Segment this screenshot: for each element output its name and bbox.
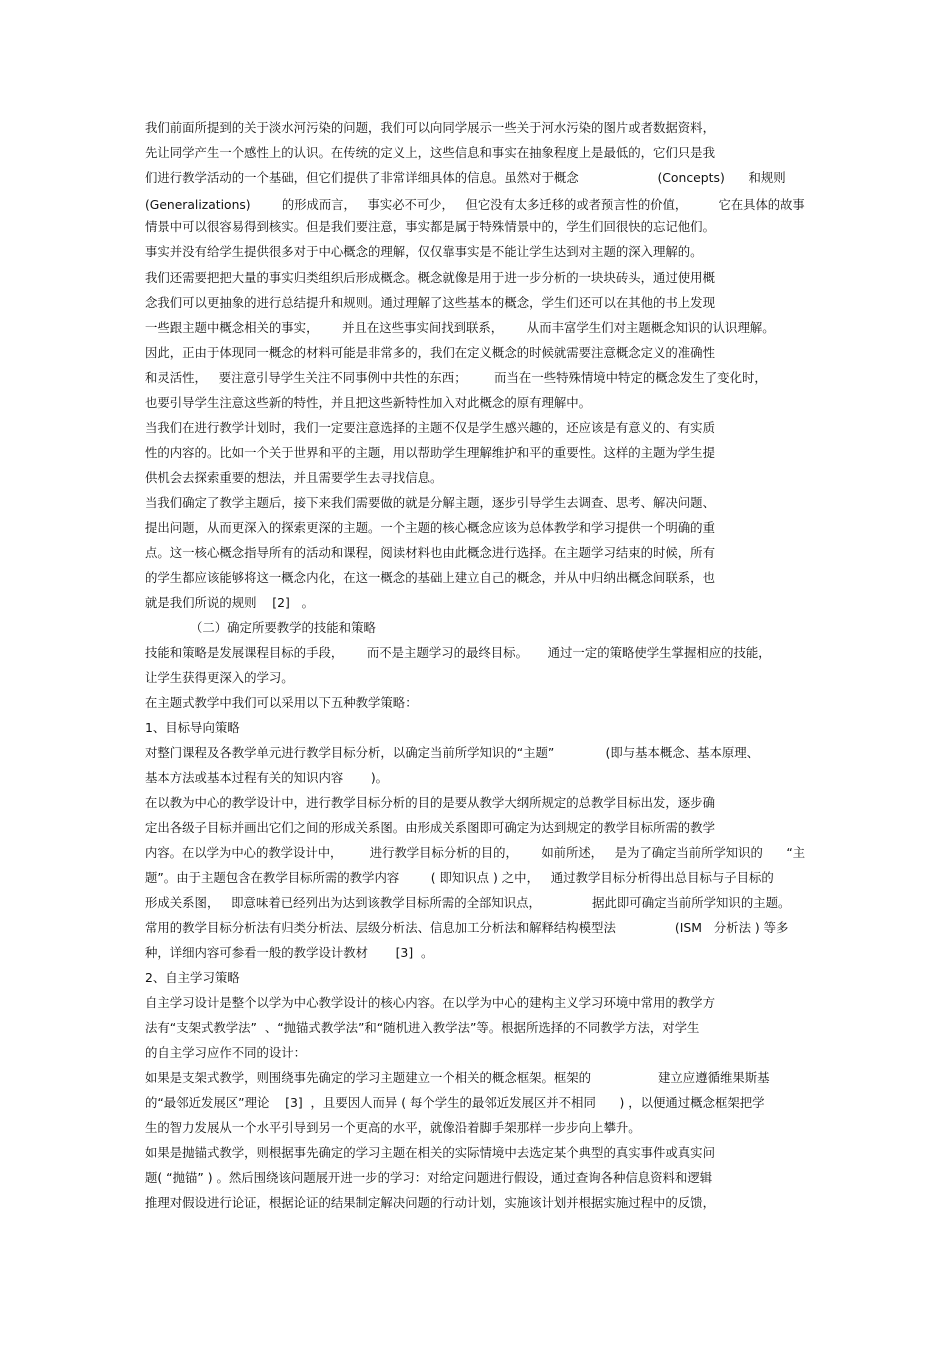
text-line: 当我们在进行教学计划时，我们一定要注意选择的主题不仅是学生感兴趣的，还应该是有意义的、有实质 xyxy=(145,420,715,435)
text-line: 就是我们所说的规则 [2] 。 xyxy=(145,595,315,610)
text-line: 的自主学习应作不同的设计： xyxy=(145,1045,307,1060)
text-line: 念我们可以更抽象的进行总结提升和规则。通过理解了这些基本的概念，学生们还可以在其他的书上发现 xyxy=(145,295,715,310)
subsection-heading: 2、自主学习策略 xyxy=(145,970,240,985)
text-line: (Generalizations) 的形成而言， 事实必不可少， 但它没有太多迁移的或者预言性的价值， 它在具体的故事 xyxy=(145,197,805,212)
text-line: 在主题式教学中我们可以采用以下五种教学策略： xyxy=(145,695,418,710)
text-line: 基本方法或基本过程有关的知识内容 )。 xyxy=(145,770,389,785)
text-line: 先让同学产生一个感性上的认识。在传统的定义上，这些信息和事实在抽象程度上是最低的，它们只是我 xyxy=(145,145,715,160)
text-line: 和灵活性， 要注意引导学生关注不同事例中共性的东西； 而当在一些特殊情境中特定的概念发生了变化时， xyxy=(145,370,767,385)
text-line: 在以教为中心的教学设计中，进行教学目标分析的目的是要从教学大纲所规定的总教学目标出发，逐步确 xyxy=(145,795,715,810)
text-line: 也要引导学生注意这些新的特性，并且把这些新特性加入对此概念的原有理解中。 xyxy=(145,395,592,410)
text-line: 供机会去探索重要的想法，并且需要学生去寻找信息。 xyxy=(145,470,443,485)
text-line: 内容。在以学为中心的教学设计中， 进行教学目标分析的目的， 如前所述， 是为了确定当前所学知识的 “主 xyxy=(145,845,806,860)
text-line: 技能和策略是发展课程目标的手段， 而不是主题学习的最终目标。 通过一定的策略使学生掌握相应的技能， xyxy=(145,645,771,660)
text-line: 让学生获得更深入的学习。 xyxy=(145,670,294,685)
text-line: 我们还需要把把大量的事实归类组织后形成概念。概念就像是用于进一步分析的一块块砖头，通过使用概 xyxy=(145,270,715,285)
text-line: 们进行教学活动的一个基础，但它们提供了非常详细具体的信息。虽然对于概念 (Concepts) 和规则 xyxy=(145,170,786,185)
text-line: 种，详细内容可参看一般的教学设计教材 [3] 。 xyxy=(145,945,434,960)
text-line: 的学生都应该能够将这一概念内化，在这一概念的基础上建立自己的概念，并从中归纳出概念间联系，也 xyxy=(145,570,715,585)
text-line: 对整门课程及各教学单元进行教学目标分析，以确定当前所学知识的“主题” (即与基本概念、基本原理、 xyxy=(145,745,760,760)
text-line: 事实并没有给学生提供很多对于中心概念的理解，仅仅靠事实是不能让学生达到对主题的深入理解的。 xyxy=(145,244,703,259)
text-line: 常用的教学目标分析法有归类分析法、层级分析法、信息加工分析法和解释结构模型法 (ISM 分析法 ) 等多 xyxy=(145,920,789,935)
text-line: 当我们确定了教学主题后，接下来我们需要做的就是分解主题，逐步引导学生去调查、思考、解决问题、 xyxy=(145,495,715,510)
text-line: 点。这一核心概念指导所有的活动和课程，阅读材料也由此概念进行选择。在主题学习结束的时候，所有 xyxy=(145,545,715,560)
text-line: 提出问题，从而更深入的探索更深的主题。一个主题的核心概念应该为总体教学和学习提供一个明确的重 xyxy=(145,520,715,535)
text-line: 形成关系图， 即意味着已经列出为达到该教学目标所需的全部知识点， 据此即可确定当前所学知识的主题。 xyxy=(145,895,791,910)
text-line: 如果是支架式教学，则围绕事先确定的学习主题建立一个相关的概念框架。框架的 建立应遵循维果斯基 xyxy=(145,1070,770,1085)
subsection-heading: 1、目标导向策略 xyxy=(145,720,240,735)
text-line: 因此，正由于体现同一概念的材料可能是非常多的，我们在定义概念的时候就需要注意概念定义的准确性 xyxy=(145,345,715,360)
text-line: 题”。由于主题包含在教学目标所需的教学内容 ( 即知识点 ) 之中， 通过教学目标分析得出总目标与子目标的 xyxy=(145,870,774,885)
text-line: 自主学习设计是整个以学为中心教学设计的核心内容。在以学为中心的建构主义学习环境中常用的教学方 xyxy=(145,995,715,1010)
text-line: 我们前面所提到的关于淡水河污染的问题，我们可以向同学展示一些关于河水污染的图片或者数据资料， xyxy=(145,120,715,135)
text-line: 一些跟主题中概念相关的事实， 并且在这些事实间找到联系， 从而丰富学生们对主题概念知识的认识理解。 xyxy=(145,320,775,335)
text-line: 性的内容的。比如一个关于世界和平的主题，用以帮助学生理解维护和平的重要性。这样的主题为学生提 xyxy=(145,445,715,460)
text-line: 生的智力发展从一个水平引导到另一个更高的水平，就像沿着脚手架那样一步步向上攀升。 xyxy=(145,1120,641,1135)
text-line: 情景中可以很容易得到核实。但是我们要注意，事实都是属于特殊情景中的，学生们回很快的忘记他们。 xyxy=(145,219,715,234)
text-line: 定出各级子目标并画出它们之间的形成关系图。由形成关系图即可确定为达到规定的教学目标所需的教学 xyxy=(145,820,715,835)
text-line: 题( “抛锚” ) 。然后围绕该问题展开进一步的学习：对给定问题进行假设，通过查询各种信息资料和逻辑 xyxy=(145,1170,713,1185)
text-line: 推理对假设进行论证，根据论证的结果制定解决问题的行动计划，实施该计划并根据实施过程中的反馈， xyxy=(145,1195,715,1210)
text-line: 法有“支架式教学法” 、“抛锚式教学法”和“随机进入教学法”等。根据所选择的不同教学方法，对学生 xyxy=(145,1020,700,1035)
section-heading: （二）确定所要教学的技能和策略 xyxy=(190,620,376,635)
text-line: 的“最邻近发展区”理论 [3] ，且要因人而异 ( 每个学生的最邻近发展区并不相同 ) ，以便通过概念框架把学 xyxy=(145,1095,765,1110)
text-line: 如果是抛锚式教学，则根据事先确定的学习主题在相关的实际情境中去选定某个典型的真实事件或真实问 xyxy=(145,1145,715,1160)
